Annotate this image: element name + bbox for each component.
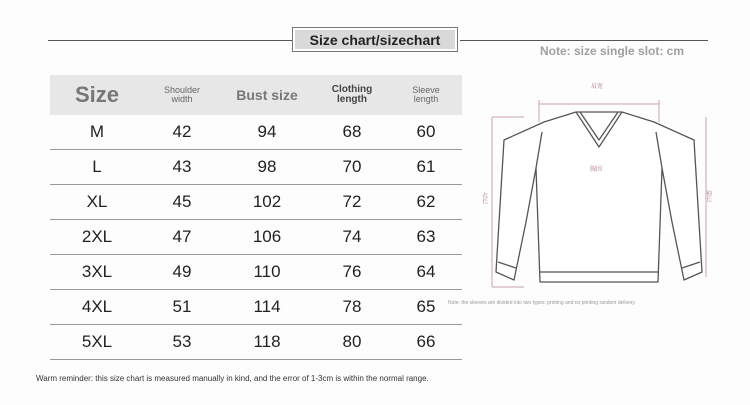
cell-bust: 106 xyxy=(252,227,282,246)
unit-note: Note: size single slot: cm xyxy=(540,44,685,58)
header-rule-left xyxy=(48,40,292,41)
cell-shoulder: 53 xyxy=(172,332,192,351)
sweater-body xyxy=(496,112,702,282)
sweater-outline xyxy=(496,112,702,282)
cell-shoulder: 51 xyxy=(172,297,192,316)
table-row xyxy=(50,150,462,185)
cell-clothing-length: 78 xyxy=(342,297,362,316)
cell-size: 5XL xyxy=(81,332,113,351)
size-table xyxy=(50,75,462,360)
cell-bust: 94 xyxy=(257,122,277,141)
header-shoulder-width: Shoulder width xyxy=(163,85,201,104)
cell-sleeve-length: 62 xyxy=(416,192,436,211)
cell-bust: 102 xyxy=(252,192,282,211)
cell-size: 4XL xyxy=(81,297,113,316)
cell-bust: 98 xyxy=(257,157,277,176)
table-row xyxy=(50,185,462,220)
page-title: Size chart/sizechart xyxy=(295,30,455,49)
cell-shoulder: 45 xyxy=(172,192,192,211)
cell-sleeve-length: 60 xyxy=(416,122,436,141)
cell-clothing-length: 72 xyxy=(342,192,362,211)
table-row xyxy=(50,290,462,325)
cell-bust: 114 xyxy=(253,297,281,316)
table-row xyxy=(50,220,462,255)
table-row xyxy=(50,255,462,290)
shoulder-label: 肩宽 xyxy=(591,83,604,90)
table-row xyxy=(50,115,462,150)
header-rule-right xyxy=(460,40,708,41)
diagram-footnote: Note: the sleeves are divided into two types: printing and no printing random delivery xyxy=(448,300,636,306)
header-bust-size: Bust size xyxy=(236,87,298,103)
cell-shoulder: 42 xyxy=(172,122,192,141)
cell-shoulder: 47 xyxy=(172,227,192,246)
cell-clothing-length: 70 xyxy=(342,157,362,176)
cell-sleeve-length: 66 xyxy=(416,332,436,351)
cell-size: 2XL xyxy=(81,227,113,246)
garment-diagram xyxy=(480,72,714,307)
cell-clothing-length: 80 xyxy=(342,332,362,351)
cell-sleeve-length: 63 xyxy=(416,227,436,246)
header-clothing-length: Clothing length xyxy=(331,84,373,105)
cell-sleeve-length: 64 xyxy=(416,262,436,281)
table-header xyxy=(50,75,462,115)
cell-size: L xyxy=(92,157,102,176)
cell-bust: 110 xyxy=(253,262,281,281)
cell-clothing-length: 68 xyxy=(342,122,362,141)
header-size: Size xyxy=(74,82,120,107)
cell-sleeve-length: 61 xyxy=(416,157,436,176)
length-label: 衣长 xyxy=(480,192,488,204)
cell-shoulder: 43 xyxy=(172,157,192,176)
cell-clothing-length: 76 xyxy=(342,262,362,281)
bust-label: 胸围 xyxy=(590,166,603,173)
cell-size: 3XL xyxy=(81,262,113,281)
sleeve-label: 袖长 xyxy=(704,190,712,202)
cell-sleeve-length: 65 xyxy=(416,297,436,316)
cell-bust: 118 xyxy=(253,332,281,351)
warm-reminder: Warm reminder: this size chart is measured manually in kind, and the error of 1-3cm is within the normal range. xyxy=(36,374,429,383)
cell-clothing-length: 74 xyxy=(342,227,362,246)
table-row xyxy=(50,325,462,360)
cell-size: M xyxy=(89,122,105,141)
header-sleeve-length: Sleeve length xyxy=(412,85,440,104)
cell-size: XL xyxy=(86,192,108,211)
cell-shoulder: 49 xyxy=(172,262,192,281)
title-box xyxy=(292,27,458,52)
